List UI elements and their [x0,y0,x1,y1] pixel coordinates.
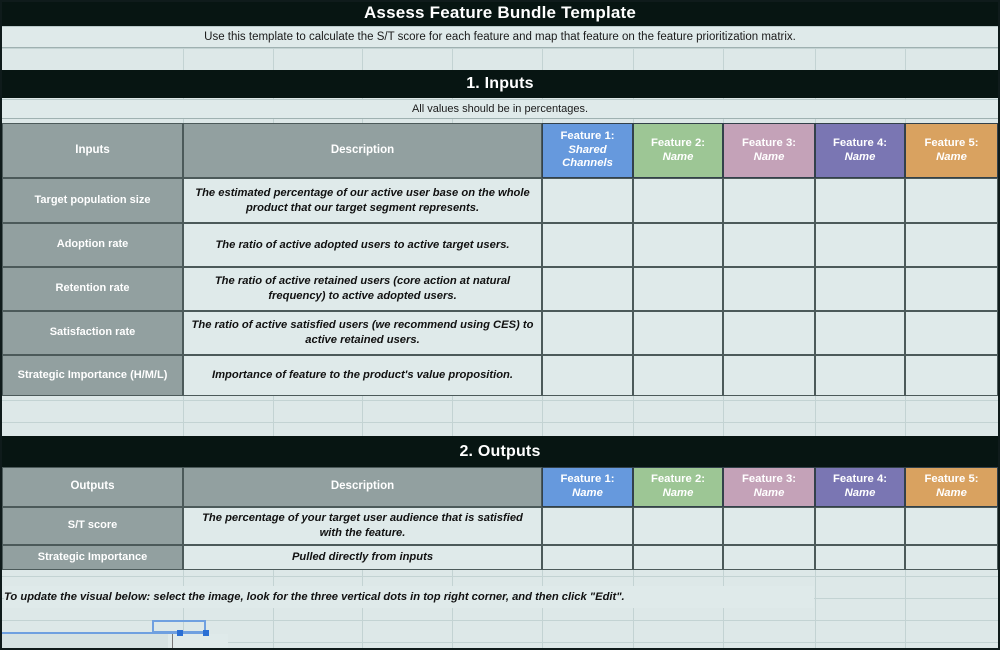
outputs-section-banner [0,436,1000,467]
row-description-5: Importance of feature to the product's value proposition. [183,355,542,396]
feature-header-name: Name [936,150,967,163]
input-cell-r4-c1[interactable] [542,311,633,355]
input-cell-r1-c2[interactable] [633,507,723,545]
outputs-section-label: 2. Outputs [459,442,541,460]
feature-header-title: Feature 2: [651,473,705,486]
inputs-section-note-text: All values should be in percentages. [411,103,589,115]
input-cell-r5-c5[interactable] [905,355,998,396]
input-cell-r3-c2[interactable] [633,267,723,311]
input-cell-r2-c1[interactable] [542,545,633,570]
selection-handle-right[interactable] [203,630,209,636]
input-cell-r2-c5[interactable] [905,223,998,267]
feature-header-title: Feature 4: [833,473,887,486]
row-label-1: Target population size [2,178,183,223]
outputs-description-column-header: Description [183,467,542,507]
input-cell-r2-c3[interactable] [723,545,815,570]
feature-column-header-3[interactable] [723,467,815,507]
visual-update-note-text: To update the visual below: select the image, look for the three vertical dots in top right corner, and then click "Edit". [4,591,625,603]
input-cell-r2-c4[interactable] [815,223,905,267]
input-cell-r5-c2[interactable] [633,355,723,396]
document-subtitle [2,26,998,48]
input-cell-r2-c5[interactable] [905,545,998,570]
input-cell-r5-c4[interactable] [815,355,905,396]
page-title: Assess Feature Bundle Template [363,3,637,22]
row-description-1: The percentage of your target user audience that is satisfied with the feature. [183,507,542,545]
feature-header-name: Name [662,150,694,163]
inputs-section-label: 1. Inputs [466,75,534,92]
visual-update-note [4,586,814,608]
row-label-1: S/T score [2,507,183,545]
input-cell-r2-c2[interactable] [633,223,723,267]
feature-column-header-1[interactable] [542,467,633,507]
document-title-banner [0,0,1000,26]
feature-header-title: Feature 2: [651,136,705,149]
feature-header-title: Feature 1: [560,129,615,142]
feature-column-header-3[interactable] [723,123,815,178]
inputs-column-header: Inputs [2,123,183,178]
document-subtitle-text: Use this template to calculate the S/T score for each feature and map that feature on the feature prioritization matrix. [204,31,796,43]
input-cell-r4-c4[interactable] [815,311,905,355]
input-cell-r1-c1[interactable] [542,178,633,223]
input-cell-r4-c2[interactable] [633,311,723,355]
feature-column-header-4[interactable] [815,123,905,178]
row-description-4: The ratio of active satisfied users (we recommend using CES) to active retained users. [183,311,542,355]
feature-header-title: Feature 5: [924,136,979,149]
feature-column-header-2[interactable] [633,123,723,178]
row-label-3: Retention rate [2,267,183,311]
row-description-2: The ratio of active adopted users to active target users. [183,223,542,267]
input-cell-r5-c1[interactable] [542,355,633,396]
input-cell-r1-c4[interactable] [815,507,905,545]
grid-row-line [0,422,1000,423]
feature-column-header-5[interactable] [905,467,998,507]
input-cell-r4-c3[interactable] [723,311,815,355]
row-label-4: Satisfaction rate [2,311,183,355]
input-cell-r5-c3[interactable] [723,355,815,396]
input-cell-r1-c5[interactable] [905,507,998,545]
text-caret [172,634,173,648]
feature-column-header-1[interactable] [542,123,633,178]
outputs-column-header: Outputs [2,467,183,507]
grid-row-line [0,48,1000,49]
input-cell-r3-c4[interactable] [815,267,905,311]
input-cell-r2-c2[interactable] [633,545,723,570]
inputs-section-banner [0,70,1000,98]
feature-header-name: Name [753,487,785,499]
feature-header-title: Feature 4: [833,136,887,149]
feature-header-title: Feature 3: [742,473,796,486]
feature-header-name: Name [936,487,967,499]
feature-column-header-2[interactable] [633,467,723,507]
input-cell-r1-c2[interactable] [633,178,723,223]
input-cell-r1-c4[interactable] [815,178,905,223]
input-cell-r1-c3[interactable] [723,507,815,545]
input-cell-r3-c1[interactable] [542,267,633,311]
feature-header-name: Name [753,150,785,163]
input-cell-r4-c5[interactable] [905,311,998,355]
row-description-1: The estimated percentage of our active user base on the whole product that our target segment represents. [183,178,542,223]
row-label-5: Strategic Importance (H/M/L) [2,355,183,396]
feature-header-name: Shared Channels [562,143,613,170]
feature-header-name: Name [662,487,694,499]
input-cell-r2-c4[interactable] [815,545,905,570]
feature-header-title: Feature 5: [924,473,979,486]
selected-cell-fill [168,634,228,650]
feature-column-header-5[interactable] [905,123,998,178]
row-description-2: Pulled directly from inputs [183,545,542,570]
grid-row-line [0,576,1000,577]
feature-header-title: Feature 3: [742,136,796,149]
row-label-2: Strategic Importance [2,545,183,570]
row-label-2: Adoption rate [2,223,183,267]
input-cell-r3-c3[interactable] [723,267,815,311]
description-column-header: Description [183,123,542,178]
input-cell-r1-c5[interactable] [905,178,998,223]
grid-row-line [0,620,1000,621]
row-description-3: The ratio of active retained users (core action at natural frequency) to active adopted users. [183,267,542,311]
feature-header-name: Name [844,150,876,163]
grid-row-line [0,400,1000,401]
feature-header-name: Name [844,487,876,499]
feature-column-header-4[interactable] [815,467,905,507]
input-cell-r2-c1[interactable] [542,223,633,267]
inputs-section-note [2,99,998,119]
selection-handle-left[interactable] [177,630,183,636]
input-cell-r1-c3[interactable] [723,178,815,223]
feature-header-title: Feature 1: [560,473,615,486]
input-cell-r1-c1[interactable] [542,507,633,545]
input-cell-r3-c5[interactable] [905,267,998,311]
input-cell-r2-c3[interactable] [723,223,815,267]
feature-header-name: Name [572,487,603,499]
